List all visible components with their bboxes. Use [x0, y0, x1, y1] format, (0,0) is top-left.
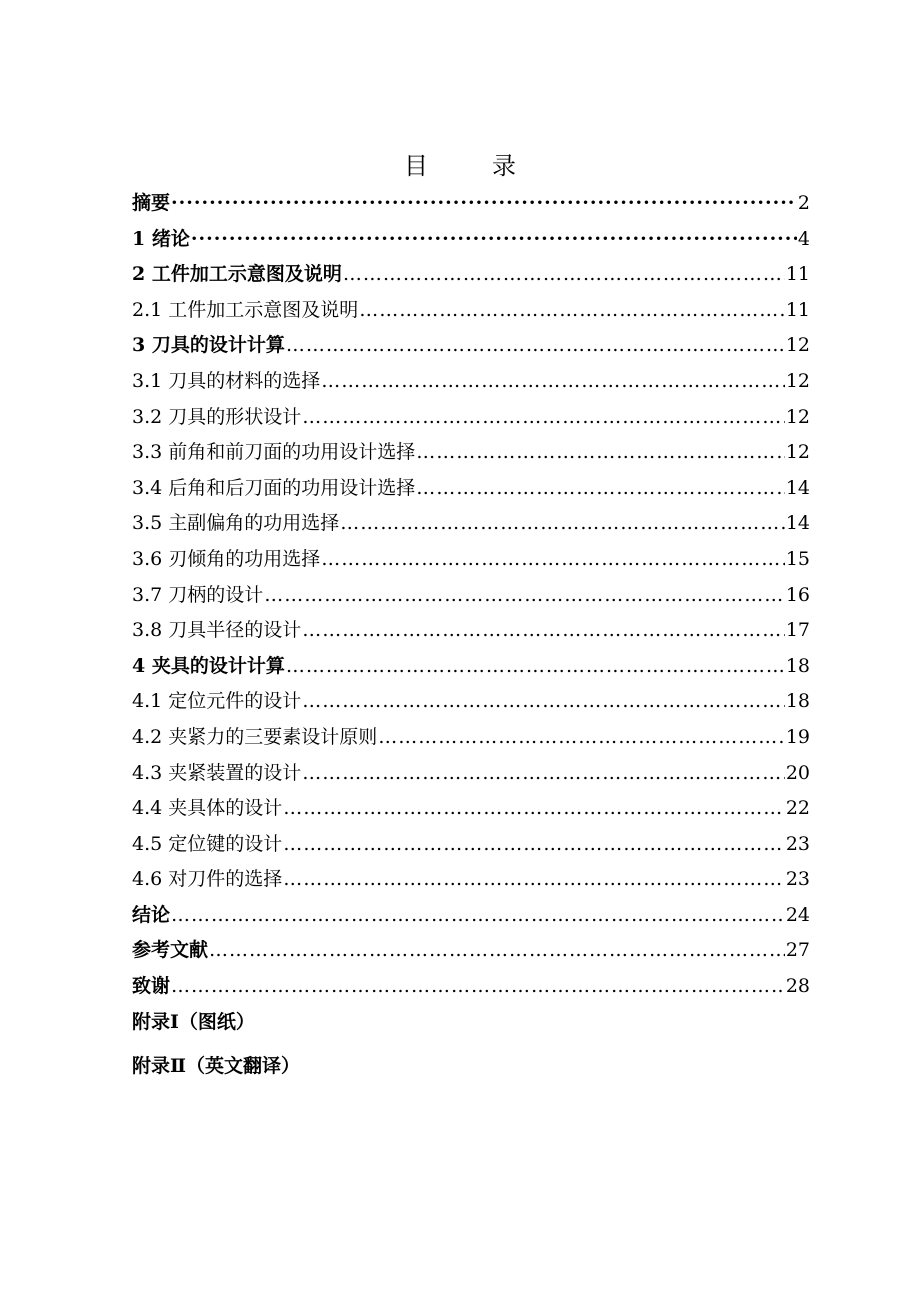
toc-entry-label: 参考文献 [132, 939, 209, 962]
toc-entry[interactable] [132, 684, 810, 720]
toc-entry-page-number: 28 [785, 975, 810, 998]
toc-entry-page-number: 12 [785, 334, 810, 357]
toc-entry-label: 4.2 夹紧力的三要素设计原则 [132, 725, 378, 748]
toc-entry-page-number: 18 [785, 654, 810, 677]
toc-entry-page-number: 12 [785, 369, 810, 392]
toc-entry[interactable] [132, 506, 810, 542]
toc-entry[interactable] [132, 471, 810, 507]
toc-entry-label: 4.3 夹紧装置的设计 [132, 761, 302, 784]
toc-entry-label: 3.4 后角和后刀面的功用设计选择 [132, 476, 416, 499]
toc-dot-leader [286, 328, 785, 364]
toc-entry-label: 1 绪论 [132, 227, 190, 250]
toc-dot-leader [171, 186, 797, 222]
toc-appendix-entry[interactable]: 附录Ⅱ（英文翻译） [132, 1055, 301, 1078]
toc-entry-label: 4 夹具的设计计算 [132, 654, 285, 677]
toc-entry[interactable] [132, 898, 810, 934]
toc-entry-page-number: 14 [785, 512, 810, 535]
toc-entry[interactable] [132, 756, 810, 792]
toc-entry-page-number: 19 [785, 725, 810, 748]
toc-entry[interactable] [132, 613, 810, 649]
toc-entry-page-number: 17 [785, 619, 810, 642]
toc-dot-leader [302, 756, 785, 792]
toc-dot-leader [302, 400, 785, 436]
toc-entry[interactable] [132, 364, 810, 400]
toc-dot-leader [321, 542, 785, 578]
toc-title: 目 录 [404, 152, 536, 180]
toc-entry-label: 3 刀具的设计计算 [132, 334, 285, 357]
toc-entry-page-number: 12 [785, 441, 810, 464]
toc-entry-label: 4.6 对刀件的选择 [132, 868, 283, 891]
toc-entry[interactable] [132, 862, 810, 898]
toc-entry-page-number: 14 [785, 476, 810, 499]
toc-entry-label: 3.2 刀具的形状设计 [132, 405, 302, 428]
toc-entry[interactable] [132, 578, 810, 614]
toc-dot-leader [416, 471, 785, 507]
toc-dot-leader [343, 257, 785, 293]
toc-entry-page-number: 16 [785, 583, 810, 606]
toc-dot-leader [359, 293, 785, 329]
toc-dot-leader [264, 578, 785, 614]
toc-entry[interactable] [132, 293, 810, 329]
toc-entry-page-number: 4 [797, 227, 810, 250]
toc-entry-label: 3.5 主副偏角的功用选择 [132, 512, 340, 535]
toc-dot-leader [283, 791, 785, 827]
toc-entry-label: 3.3 前角和前刀面的功用设计选择 [132, 441, 416, 464]
toc-entry-label: 3.8 刀具半径的设计 [132, 619, 302, 642]
toc-entry-label: 3.7 刀柄的设计 [132, 583, 264, 606]
toc-entry-label: 3.1 刀具的材料的选择 [132, 369, 321, 392]
toc-entry-page-number: 18 [785, 690, 810, 713]
toc-entry-page-number: 24 [785, 903, 810, 926]
toc-dot-leader [283, 827, 785, 863]
toc-entry-label: 4.1 定位元件的设计 [132, 690, 302, 713]
table-of-contents [132, 186, 810, 1085]
toc-dot-leader [283, 862, 785, 898]
toc-appendix-entry[interactable]: 附录Ⅰ（图纸） [132, 1010, 255, 1033]
toc-dot-leader [378, 720, 785, 756]
toc-dot-leader [321, 364, 785, 400]
toc-dot-leader [302, 613, 785, 649]
toc-entry-label: 致谢 [132, 975, 171, 998]
toc-entry-page-number: 22 [785, 797, 810, 820]
toc-dot-leader [209, 933, 785, 969]
toc-dot-leader [340, 506, 785, 542]
toc-entry-label: 摘要 [132, 192, 171, 214]
toc-entry-page-number: 12 [785, 405, 810, 428]
toc-entry[interactable] [132, 186, 810, 222]
toc-entry[interactable] [132, 969, 810, 1005]
toc-entry[interactable] [132, 791, 810, 827]
toc-entry-label: 4.4 夹具体的设计 [132, 797, 283, 820]
toc-entry-page-number: 20 [785, 761, 810, 784]
toc-entry-page-number: 11 [785, 263, 810, 286]
toc-entry-page-number: 11 [785, 298, 810, 321]
toc-entry-label: 3.6 刃倾角的功用选择 [132, 547, 321, 570]
toc-entry-page-number: 27 [785, 939, 810, 962]
toc-entry[interactable] [132, 328, 810, 364]
toc-entry[interactable] [132, 400, 810, 436]
toc-dot-leader [171, 969, 785, 1005]
toc-dot-leader [171, 898, 785, 934]
toc-entry-page-number: 23 [785, 832, 810, 855]
toc-dot-leader [191, 222, 797, 258]
toc-entry[interactable] [132, 720, 810, 756]
toc-dot-leader [302, 684, 785, 720]
toc-entry[interactable] [132, 827, 810, 863]
toc-entry-page-number: 23 [785, 868, 810, 891]
toc-entry[interactable] [132, 222, 810, 258]
toc-dot-leader [286, 649, 785, 685]
toc-entry-label: 2 工件加工示意图及说明 [132, 263, 342, 286]
toc-entry-page-number: 2 [797, 192, 810, 214]
toc-entry[interactable] [132, 435, 810, 471]
toc-entry[interactable] [132, 257, 810, 293]
toc-entry[interactable] [132, 933, 810, 969]
toc-entry-label: 4.5 定位键的设计 [132, 832, 283, 855]
toc-entry-page-number: 15 [785, 547, 810, 570]
toc-entry[interactable] [132, 542, 810, 578]
toc-entry[interactable] [132, 649, 810, 685]
toc-entry-label: 结论 [132, 903, 171, 926]
toc-dot-leader [416, 435, 785, 471]
toc-entry-label: 2.1 工件加工示意图及说明 [132, 298, 359, 321]
